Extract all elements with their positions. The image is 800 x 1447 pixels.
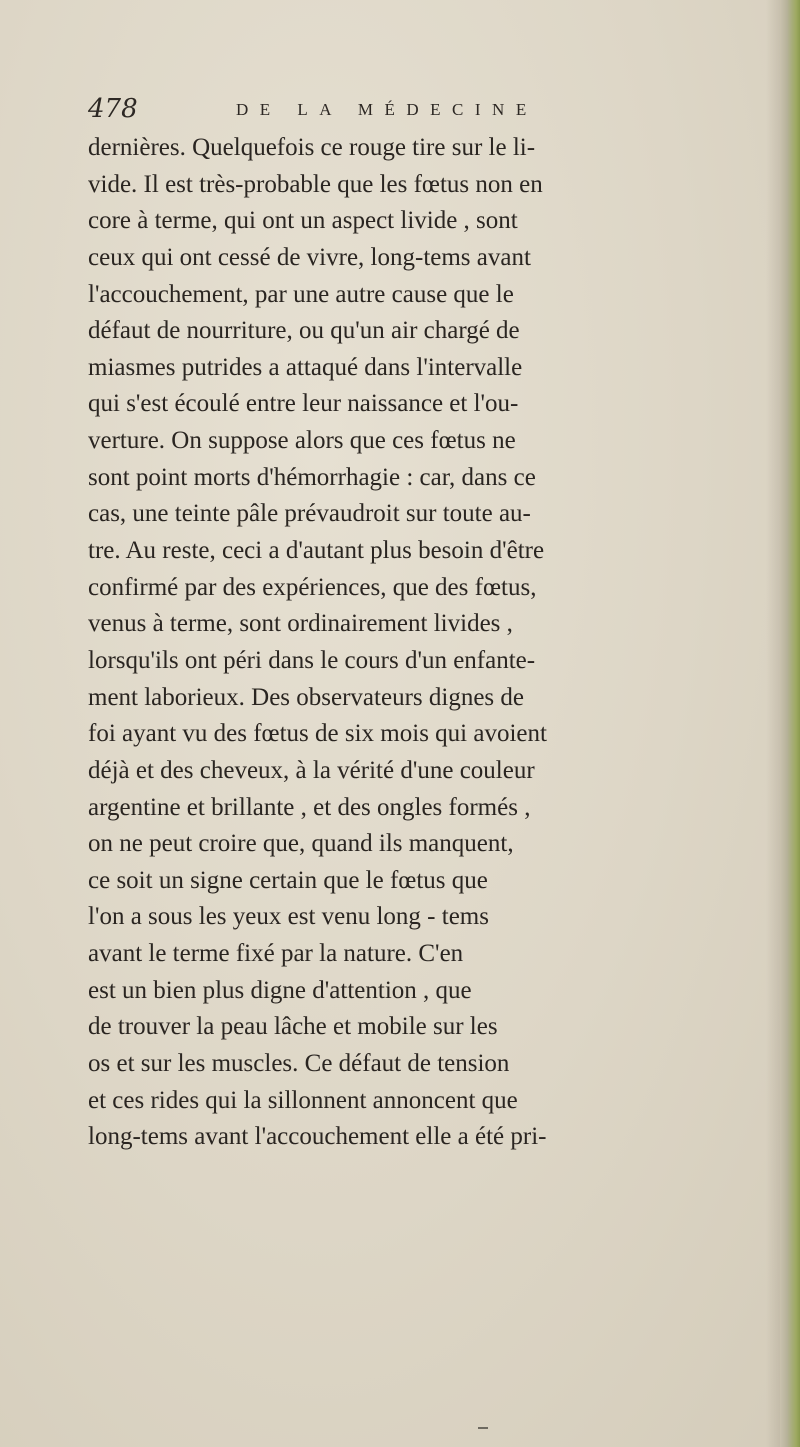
text-line: ceux qui ont cessé de vivre, long-tems avant <box>88 243 531 271</box>
text-line: et ces rides qui la sillonnent annoncent que <box>88 1086 518 1114</box>
text-line: long-tems avant l'accouchement elle a été pri- <box>88 1123 547 1151</box>
text-line: ment laborieux. Des observateurs dignes de <box>88 683 524 711</box>
text-line: miasmes putrides a attaqué dans l'intervalle <box>88 353 523 381</box>
text-line: avant le terme fixé par la nature. C'en <box>88 940 464 968</box>
text-line: l'on a sous les yeux est venu long - tems <box>88 903 489 931</box>
text-line: sont point morts d'hémorrhagie : car, dans ce <box>88 463 536 491</box>
text-line: verture. On suppose alors que ces fœtus ne <box>88 427 516 455</box>
print-mark <box>478 1427 488 1429</box>
body-text <box>88 130 768 1156</box>
text-line: cas, une teinte pâle prévaudroit sur toute au- <box>88 500 531 528</box>
text-line: on ne peut croire que, quand ils manquent, <box>88 830 514 858</box>
text-line: déjà et des cheveux, à la vérité d'une couleur <box>88 756 535 784</box>
text-line: défaut de nourriture, ou qu'un air chargé de <box>88 317 520 345</box>
text-line: os et sur les muscles. Ce défaut de tension <box>88 1050 510 1078</box>
text-line: qui s'est écoulé entre leur naissance et l'ou- <box>88 390 519 418</box>
text-line: l'accouchement, par une autre cause que le <box>88 280 514 308</box>
gutter-shadow <box>766 0 780 1447</box>
text-line: venus à terme, sont ordinairement livides , <box>88 610 513 638</box>
text-line: foi ayant vu des fœtus de six mois qui avoient <box>88 720 547 748</box>
text-line: confirmé par des expériences, que des fœtus, <box>88 573 537 601</box>
text-line: argentine et brillante , et des ongles formés , <box>88 793 531 821</box>
text-line: de trouver la peau lâche et mobile sur les <box>88 1013 498 1041</box>
text-line: est un bien plus digne d'attention , que <box>88 976 472 1004</box>
running-title: DE LA MÉDECINE <box>236 100 538 119</box>
page-number: 478 <box>88 94 138 124</box>
text-line: dernières. Quelquefois ce rouge tire sur le li- <box>88 134 536 161</box>
text-line: vide. Il est très-probable que les fœtus non en <box>88 170 543 198</box>
text-line: ce soit un signe certain que le fœtus que <box>88 866 488 894</box>
text-line: core à terme, qui ont un aspect livide , sont <box>88 207 518 235</box>
page-header <box>88 94 778 134</box>
text-line: lorsqu'ils ont péri dans le cours d'un enfante- <box>88 646 536 674</box>
page-edge-binding <box>780 0 800 1447</box>
text-line: tre. Au reste, ceci a d'autant plus besoin d'être <box>88 537 545 565</box>
